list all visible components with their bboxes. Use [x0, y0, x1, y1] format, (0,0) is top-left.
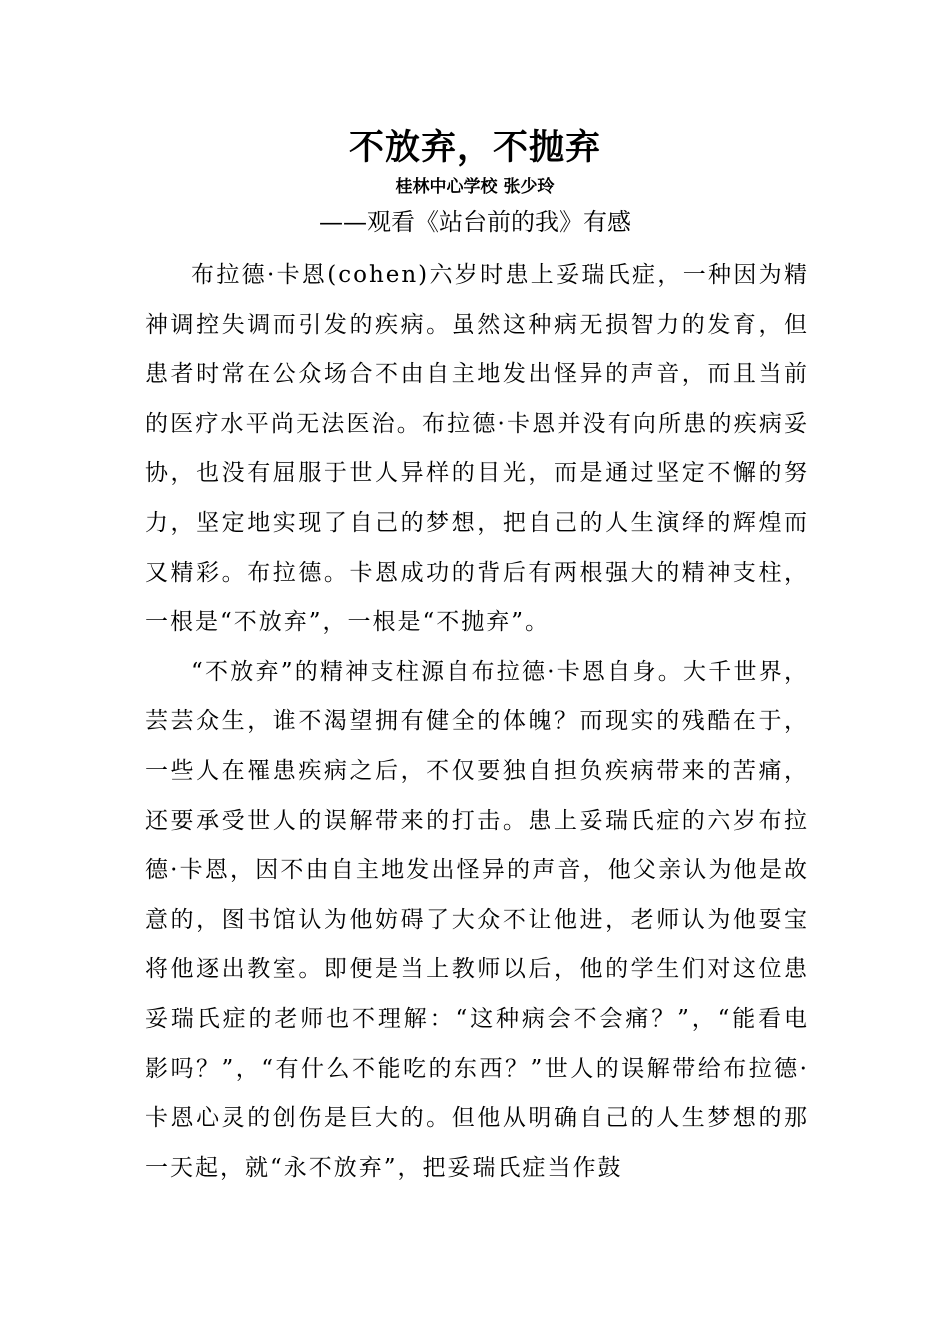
- paragraph-2: “不放弃”的精神支柱源自布拉德·卡恩自身。大千世界，芸芸众生，谁不渴望拥有健全的体魄？而现实的残酷在于，一些人在罹患疾病之后，不仅要独自担负疾病带来的苦痛，还要承受世人的误解带来的打击。患上妥瑞氏症的六岁布拉德·卡恩，因不由自主地发出怪异的声音，他父亲认为他是故意的，图书馆认为他妨碍了大众不让他进，老师认为他耍宝将他逐出教室。即便是当上教师以后，他的学生们对这位患妥瑞氏症的老师也不理解：“这种病会不会痛？”，“能看电影吗？”，“有什么不能吃的东西？”世人的误解带给布拉德·卡恩心灵的创伤是巨大的。但他从明确自己的人生梦想的那一天起，就“永不放弃”，把妥瑞氏症当作鼓: [145, 658, 809, 1181]
- document-subtitle: ——观看《站台前的我》有感: [319, 208, 631, 236]
- body-text: [145, 251, 809, 1193]
- paragraph-1: 布拉德·卡恩(cohen)六岁时患上妥瑞氏症，一种因为精神调控失调而引发的疾病。虽然这种病无损智力的发育，但患者时常在公众场合不由自主地发出怪异的声音，而且当前的医疗水平尚无法医治。布拉德·卡恩并没有向所患的疾病妥协，也没有屈服于世人异样的目光，而是通过坚定不懈的努力，坚定地实现了自己的梦想，把自己的人生演绎的辉煌而又精彩。布拉德。卡恩成功的背后有两根强大的精神支柱，一根是“不放弃”，一根是“不抛弃”。: [145, 262, 809, 636]
- author-line: 桂林中心学校 张少玲: [395, 177, 555, 197]
- document-title: 不放弃，不抛弃: [348, 128, 601, 168]
